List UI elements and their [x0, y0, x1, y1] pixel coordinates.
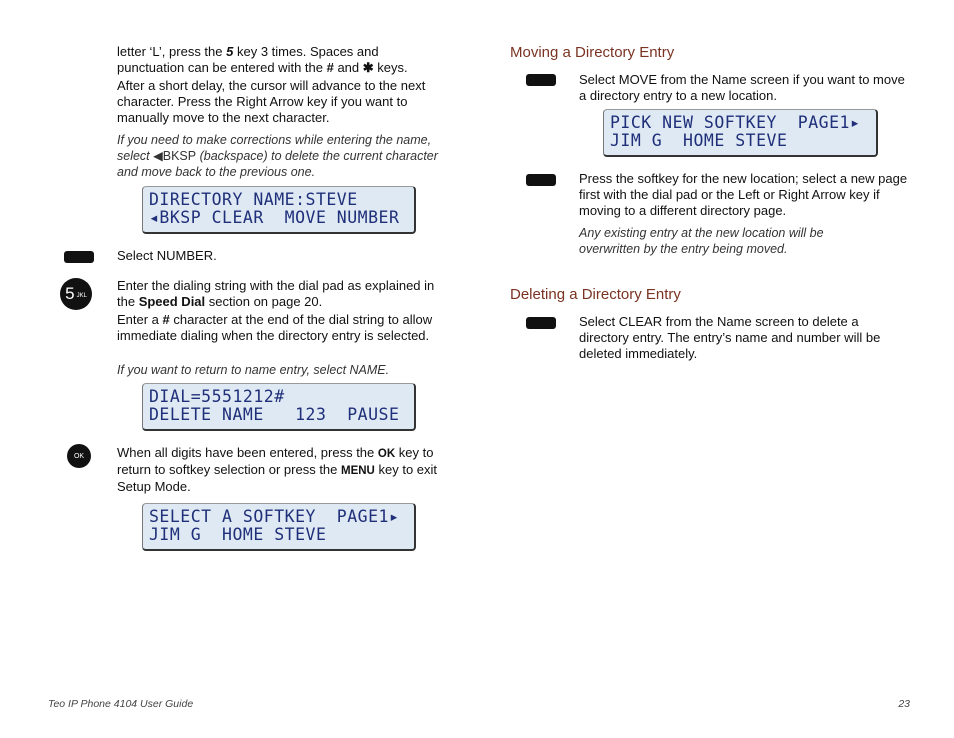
move-note: Any existing entry at the new location will be overwritten by the entry being moved. — [579, 226, 824, 256]
heading-deleting-entry: Deleting a Directory Entry — [510, 286, 681, 303]
move-step-2: Press the softkey for the new location; select a new page first with the dial pad or the Left or Right Arrow key if moving to a different directory page. — [579, 171, 908, 218]
step-press-ok: When all digits have been entered, press the OK key to return to softkey selection or press the MENU key to exit Setup Mode. — [117, 445, 438, 494]
move-step-1: Select MOVE from the Name screen if you want to move a directory entry to a new location. — [579, 72, 905, 103]
intro-paragraph-2: After a short delay, the cursor will advance to the next character. Press the Right Arrow key if you want to manually move to the next character. — [117, 78, 426, 125]
step-select-number: Select NUMBER. — [117, 248, 217, 263]
softkey-icon — [526, 174, 556, 186]
softkey-icon — [526, 74, 556, 86]
delete-step: Select CLEAR from the Name screen to delete a directory entry. The entry’s name and number will be deleted immediately. — [579, 314, 881, 361]
softkey-icon — [526, 317, 556, 329]
heading-moving-entry: Moving a Directory Entry — [510, 44, 675, 61]
lcd-select-softkey — [142, 503, 416, 551]
step-hash-character: Enter a # character at the end of the dial string to allow immediate dialing when the directory entry is selected. — [117, 312, 433, 343]
lcd-line-2: ◂BKSP CLEAR MOVE NUMBER — [149, 208, 400, 227]
note-backspace: If you need to make corrections while entering the name, select ◀BKSP (backspace) to delete the current character and move back to the previous one. — [117, 133, 438, 179]
lcd-line-2: DELETE NAME 123 PAUSE — [149, 405, 400, 424]
softkey-icon — [64, 251, 94, 263]
lcd-line-1: DIAL=5551212# — [149, 387, 285, 406]
key-5-glyph: 5 — [226, 44, 234, 59]
lcd-line-1: DIRECTORY NAME:STEVE — [149, 190, 358, 209]
lcd-line-2: JIM G HOME STEVE — [610, 131, 788, 150]
lcd-dial-string — [142, 383, 416, 431]
lcd-line-2: JIM G HOME STEVE — [149, 525, 327, 544]
star-key-glyph: ✱ — [362, 60, 374, 75]
hash-key-glyph: # — [326, 60, 334, 75]
keypad-5-icon: 5 JKL — [60, 278, 92, 310]
lcd-pick-softkey — [603, 109, 878, 157]
lcd-line-1: SELECT A SOFTKEY PAGE1▸ — [149, 507, 400, 526]
intro-paragraph-1: letter ‘L’, press the 5 key 3 times. Spaces and punctuation can be entered with the # and ✱ keys. — [117, 44, 408, 75]
note-return-name: If you want to return to name entry, select NAME. — [117, 363, 390, 377]
step-dial-string: Enter the dialing string with the dial pad as explained in the Speed Dial section on page 20. — [117, 278, 435, 309]
ok-key-icon: OK — [67, 444, 91, 468]
bksp-label: ◀BKSP — [153, 149, 197, 163]
lcd-line-1: PICK NEW SOFTKEY PAGE1▸ — [610, 113, 861, 132]
footer-title: Teo IP Phone 4104 User Guide — [48, 698, 194, 710]
lcd-directory-name — [142, 186, 416, 234]
page-number: 23 — [898, 698, 910, 710]
